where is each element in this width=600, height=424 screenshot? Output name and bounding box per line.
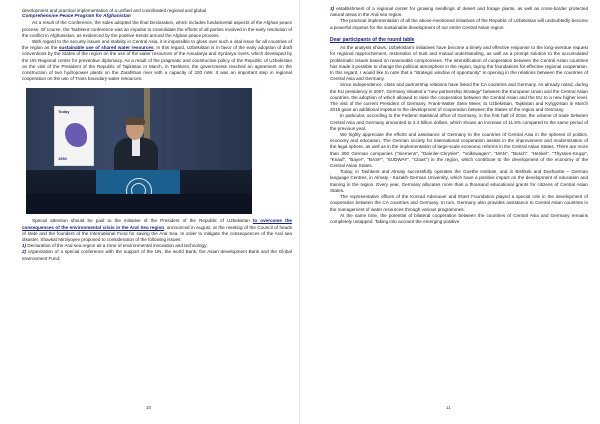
list-item-2: 2) organization of a special conference with the support of the UN, the world Bank, the Asian development Bank and the Global environment Fund; <box>22 249 292 261</box>
speaker-photo <box>26 88 252 214</box>
paragraph-education: Today, in Tashkent and Almaty successfully operates the Goethe Institute, and in Bishkek and Dushanbe – German language Centres, in Almaty - Kazakh-German University, which have a positive impact on the development of education and training in the region. Every year, Germany allocates more than a thousand educational grants for citizens of Central Asian States. <box>330 169 588 193</box>
highlight-aral-sea: to overcome the consequences of the environmental crisis in the Aral Sea region <box>22 218 292 230</box>
section-heading: Dear participants of the round table <box>330 36 415 43</box>
paragraph-practical: The practical implementation of all the above-mentioned initiatives of the Republic of Uzbekistan will undoubtedly become a powerful impetus for the sustainable development of our entire Central Asian region. <box>330 18 588 30</box>
paragraph-german-assistance: We highly appreciate the efforts and assistance of Germany to the countries of Central Asia in the spheres of politics, economy and education. The German society for international cooperation assists in the improvement and modernization of the legal sphere, as well as in the implementation of large-scale economic reforms in the Central Asian States. There are more than 300 German companies ("Siemens", "Daimler-Chrysler", "Volkswagen", "MAN", "Bosch", "Henkel", "Thyssen-Krupp", "Knauf", "Bayer", "BASF", "SUDWAY", "Claas") in the region, which contribute to the development of the economy of the Central Asian States. <box>330 132 588 169</box>
page-right <box>300 0 600 424</box>
paragraph-trade: In particular, according to the Federal statistical office of Germany, in the first half of 2018, the volume of trade between Central Asia and Germany amounted to 3.4 billion dollars, which shows an increase of 11.5% compared to the same period of the previous year. <box>330 113 588 131</box>
aral-sea-poster: Today 1960 <box>54 106 94 166</box>
paragraph-independence: Since independence, close and partnership relations have linked the CA countries and Germany. As already noted, during the EU presidency in 2007, Germany initiated a "new partnership Strategy" between the European Union and the Central Asian countries, the adoption of which allowed to raise the cooperation between the Central Asian and the EU to a new higher level. The visit of the current President of Germany, Frank-Walter Stein Meier, to Uzbekistan, Tajikistan and Kyrgyzstan in March 2016 gave an additional impetus to the development of cooperation between the States of the region and Germany. <box>330 82 588 113</box>
paragraph-water-resources: With regard to the security issues and stability in Central Asia, it is impossible to gloss over such a vital issue for all countries of the region as the sustainable use of shared water resources. In this regard, Uzbekistan is in favor of the early adoption of draft conventions by the States of the region on the use of the water resources of the Amudarya and Syrdarya rivers, which developed by the UN Regional center for preventive diplomacy. As a result of the pragmatic and constructive policy of the Republic of Uzbekistan on the visit of the President of the Republic of Tajikistan in March, in Tashkent, the governments reached an agreement on the construction of two hydropower plants on the Zarafshan river with a capacity of 320 mW. It was an important step in regional cooperation on the use of Trans boundary water resources. <box>22 39 292 82</box>
page-number-right: 11 <box>446 405 451 410</box>
speaker-figure <box>114 118 158 178</box>
list-item-1: 1) Declaration of the Aral sea region as a zone of environmental innovation and technology; <box>22 243 208 249</box>
paragraph-analysis: As the analysis shows, Uzbekistan's initiatives have become a timely and effective response to the long-overdue request for regional rapprochement, restoration of trust and mutual understanding, as well as a prompt solution to the accumulated problematic issues based on reasonable compromises. The intensification of cooperation between the Central Asian countries has made it possible to change the political atmosphere in the region, laying the foundations for effective regional cooperation. In this regard, I would like to note that a "strategic window of opportunity" is opening in the relations between the countries of Central Asia and Germany. <box>330 45 588 82</box>
paragraph-aral-sea: Special attention should be paid to the initiative of the President of the Republic of Uzbekistan to overcome the consequences of the environmental crisis in the Aral Sea region, announced in August, at the meeting of the Council of heads of state and the founders of the International Fund for saving the Aral Sea. In order to mitigate the consequences of the Aral sea disaster, Shavkat Mirziyoyev proposed to consideration of the following issues: <box>22 218 292 243</box>
paragraph-potential: At the same time, the potential of bilateral cooperation between the countries of Central Asia and Germany remains completely untapped. Taking into account the emerging positive <box>330 212 588 224</box>
subtitle-peace-program: Comprehensive Peace Program for Afghanistan <box>22 14 131 20</box>
list-item-3: 3) establishment of a regional center for growing seedlings of desert and forage plants, as well as cross-border protected natural areas in the Aral sea region. <box>330 6 588 18</box>
paragraph-continuation: development and practical implementation of a unified and coordinated regional and global <box>22 8 207 13</box>
page-number-left: 10 <box>146 405 152 410</box>
highlight-water-resources: sustainable use of shared water resources <box>58 45 154 51</box>
paragraph-foundations: The representative offices of the Konrad Adenauer and Ebert Foundation played a special role in the development of cooperation between the CA countries and Germany. In turn, Germany also provides assistance to Central Asian countries in the management of water resources through various programmes. <box>330 194 588 212</box>
paragraph-conference: As a result of the Conference, the sides adopted the final Declaration, which includes fundamental aspects of the Afghan peace process. Of course, the Tashkent conference was an impulse to consolidate the efforts of all parties involved in the early resolution of the conflict in Afghanistan, as evidenced by the positive trends around the Afghan peace process. <box>22 20 292 38</box>
